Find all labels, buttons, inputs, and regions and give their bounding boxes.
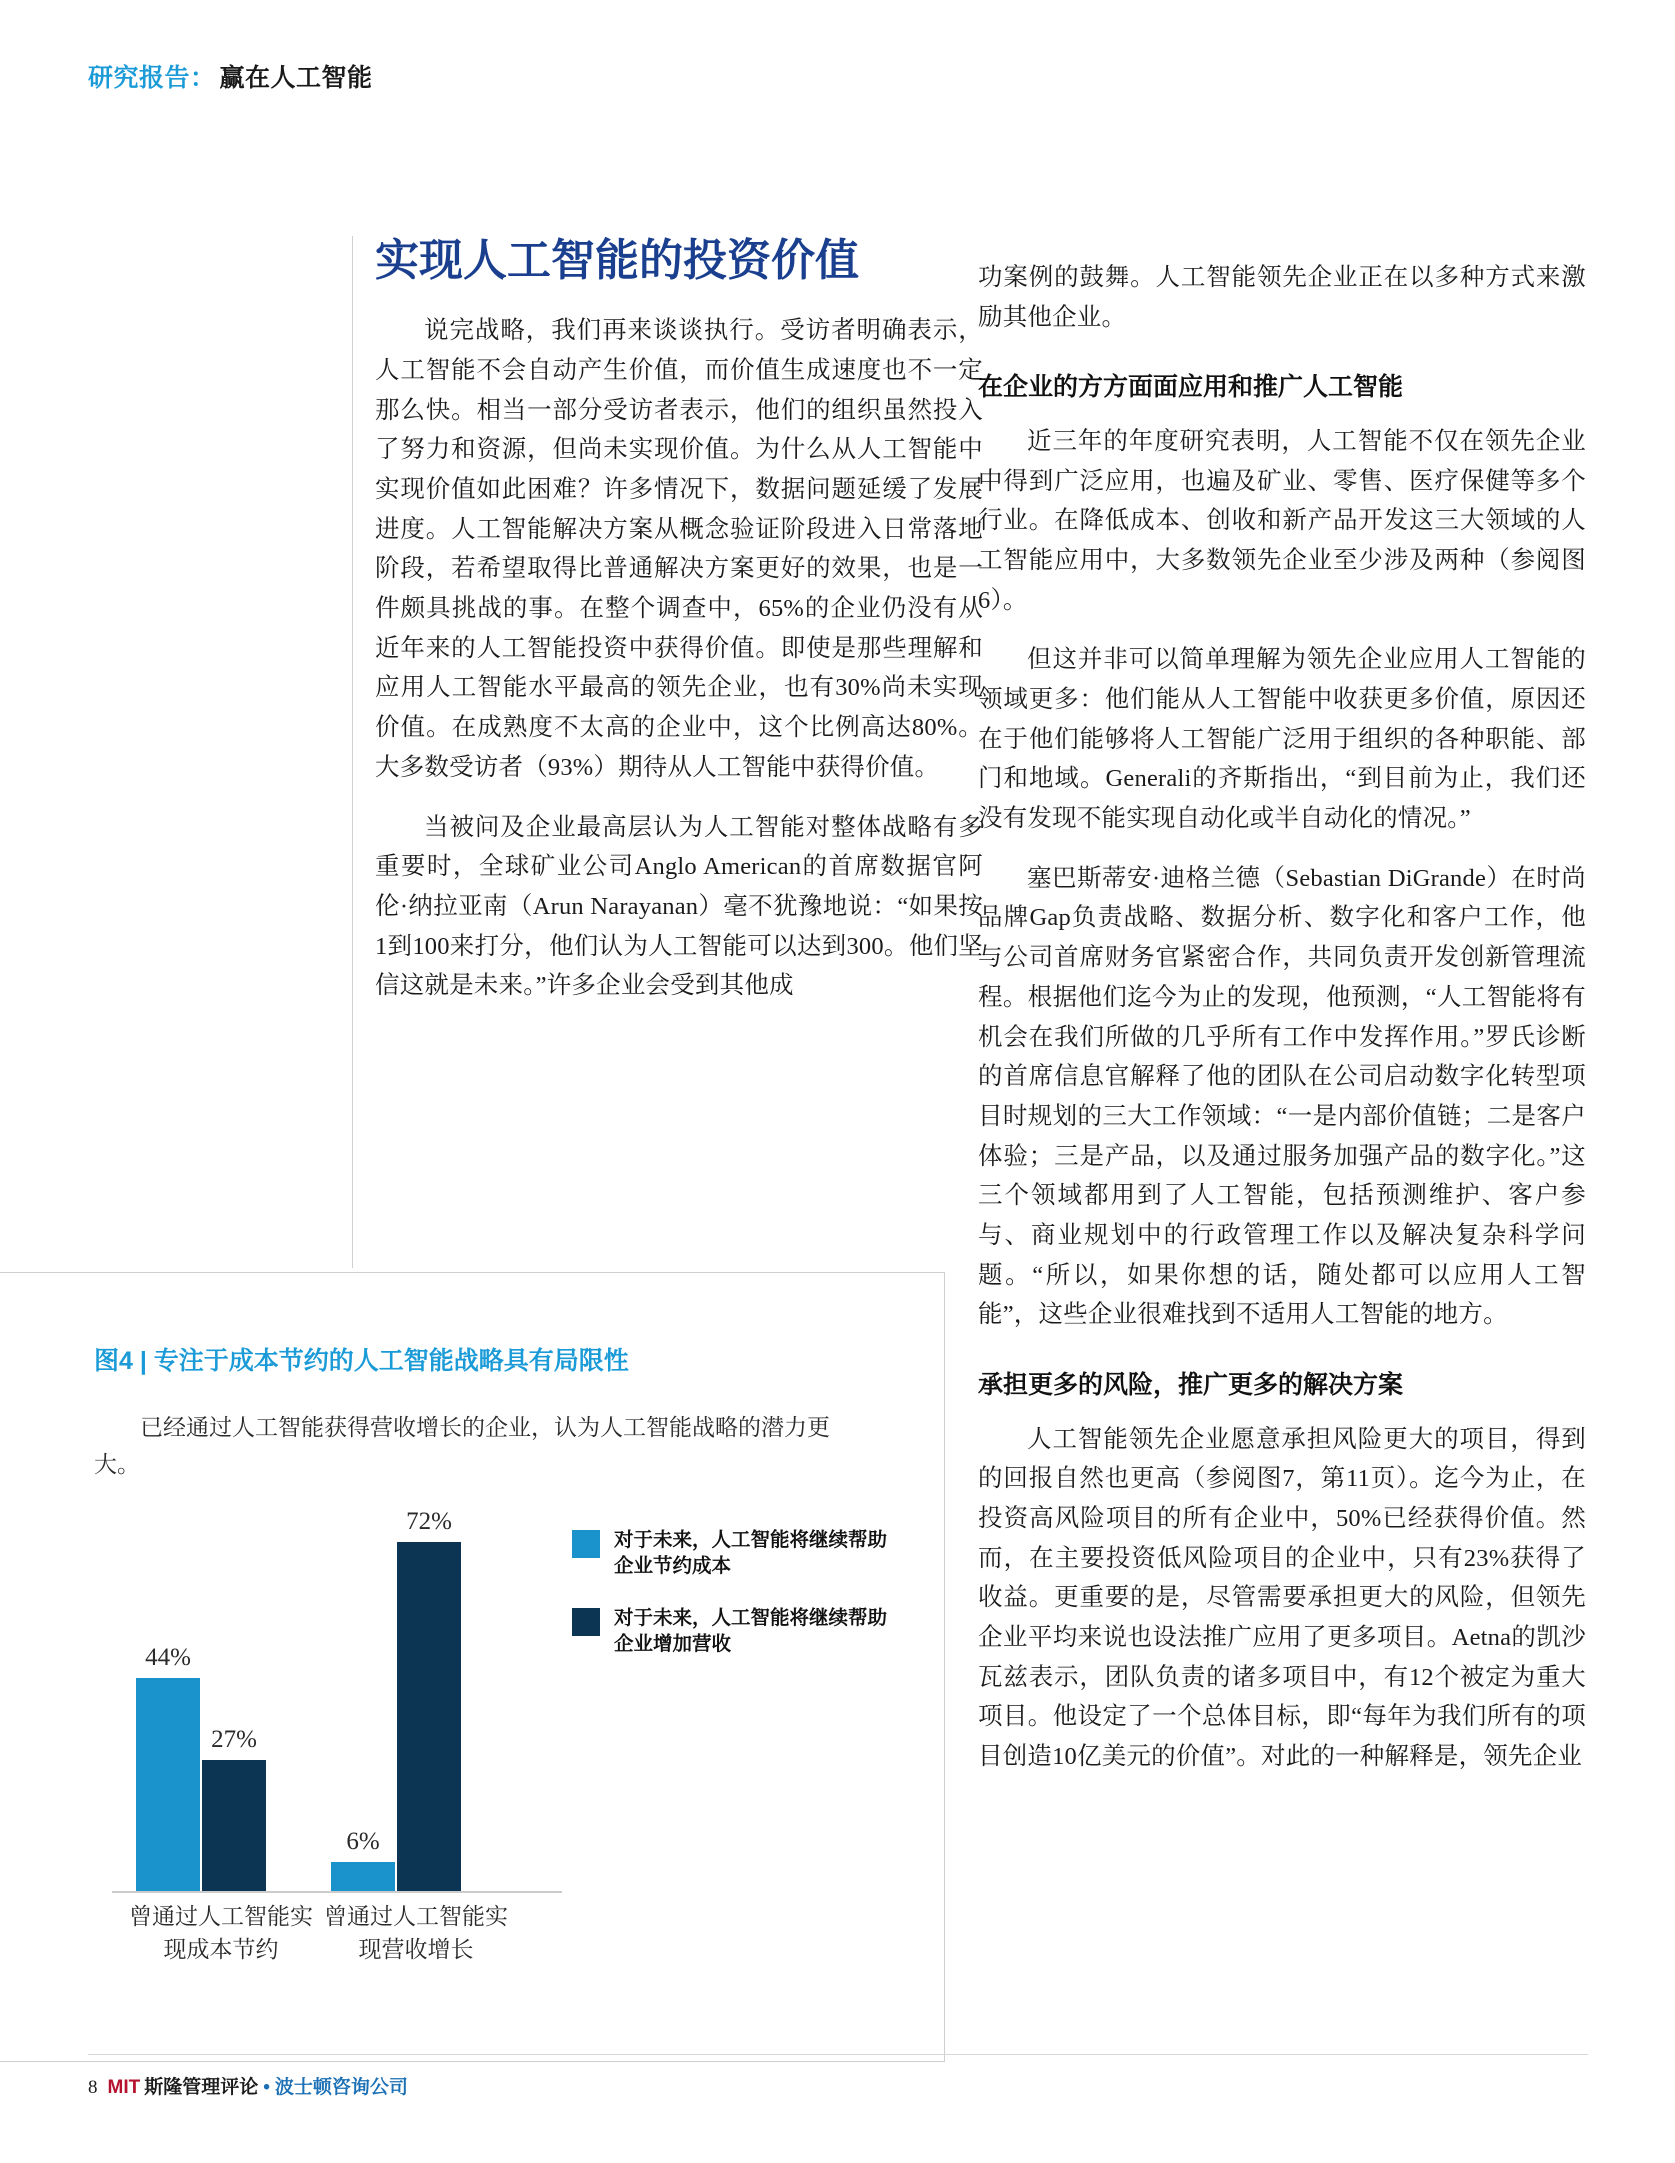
running-header-title: 赢在人工智能 bbox=[219, 64, 373, 92]
bar-group bbox=[132, 1505, 310, 1891]
chart-legend bbox=[572, 1527, 892, 1684]
footer-review-name: 斯隆管理评论 bbox=[144, 2077, 259, 2098]
left-column bbox=[375, 236, 983, 1026]
page-footer bbox=[88, 2072, 408, 2099]
paragraph: 近三年的年度研究表明，人工智能不仅在领先企业中得到广泛应用，也遍及矿业、零售、医疗保健等多个行业。在降低成本、创收和新产品开发这三大领域的人工智能应用中，大多数领先企业至少涉及两种（参阅图6）。 bbox=[978, 427, 1586, 614]
footer-separator: • bbox=[263, 2077, 270, 2098]
bar-value-label: 6% bbox=[346, 1828, 380, 1855]
bar bbox=[331, 1828, 395, 1891]
paragraph: 塞巴斯蒂安·迪格兰德（Sebastian DiGrande）在时尚品牌Gap负责战略、数据分析、数字化和客户工作，他与公司首席财务官紧密合作，共同负责开发创新管理流程。根据他们迄今为止的发现，他预测，“人工智能将有机会在我们所做的几乎所有工作中发挥作用。”罗氏诊断的首席信息官解释了他的团队在公司启动数字化转型项目时规划的三大工作领域：“一是内部价值链；二是客户体验；三是产品，以及通过服务加强产品的数字化。”这三个领域都用到了人工智能，包括预测维护、客户参与、商业规划中的行政管理工作以及解决复杂科学问题。“所以，如果你想的话，随处都可以应用人工智能”，这些企业很难找到不适用人工智能的地方。 bbox=[978, 864, 1586, 1329]
bar-value-label: 72% bbox=[406, 1508, 452, 1535]
category-label: 曾通过人工智能实现成本节约 bbox=[129, 1904, 313, 1962]
bar-chart bbox=[94, 1505, 894, 1995]
section-heading: 承担更多的风险，推广更多的解决方案 bbox=[978, 1371, 1404, 1399]
page-title: 实现人工智能的投资价值 bbox=[375, 236, 859, 285]
paragraph: 功案例的鼓舞。人工智能领先企业正在以多种方式来激励其他企业。 bbox=[978, 264, 1586, 331]
paragraph: 说完战略，我们再来谈谈执行。受访者明确表示，人工智能不会自动产生价值，而价值生成速度也不一定那么快。相当一部分受访者表示，他们的组织虽然投入了努力和资源，但尚未实现价值。为什么从人工智能中实现价值如此困难？许多情况下，数据问题延缓了发展进度。人工智能解决方案从概念验证阶段进入日常落地阶段，若希望取得比普通解决方案更好的效果，也是一件颇具挑战的事。在整个调查中，65%的企业仍没有从近年来的人工智能投资中获得价值。即使是那些理解和应用人工智能水平最高的领先企业，也有30%尚未实现价值。在成熟度不太高的企业中，这个比例高达80%。大多数受访者（93%）期待从人工智能中获得价值。 bbox=[375, 317, 983, 781]
legend-swatch-icon bbox=[572, 1530, 600, 1558]
paragraph: 当被问及企业最高层认为人工智能对整体战略有多重要时，全球矿业公司Anglo American的首席数据官阿伦·纳拉亚南（Arun Narayanan）毫不犹豫地说：“如果按1到100来打分，他们认为人工智能可以达到300。他们坚信这就是未来。”许多企业会受到其他成 bbox=[375, 813, 983, 1000]
bar bbox=[397, 1508, 461, 1891]
footer-bcg: 波士顿咨询公司 bbox=[274, 2077, 408, 2098]
bar bbox=[136, 1644, 200, 1891]
figure-4-container bbox=[0, 1272, 945, 2062]
column-divider bbox=[352, 236, 353, 1268]
page-number: 8 bbox=[88, 2077, 98, 2098]
chart-plot-area bbox=[112, 1505, 562, 1962]
figure-subtitle: 已经通过人工智能获得营收增长的企业，认为人工智能战略的潜力更大。 bbox=[94, 1415, 830, 1478]
category-label: 曾通过人工智能实现营收增长 bbox=[324, 1904, 508, 1962]
running-header-label: 研究报告： bbox=[88, 64, 216, 92]
right-column bbox=[978, 258, 1586, 1797]
legend-item bbox=[572, 1605, 892, 1657]
footer-divider bbox=[88, 2054, 1588, 2055]
legend-item bbox=[572, 1527, 892, 1579]
section-heading: 在企业的方方面面应用和推广人工智能 bbox=[978, 373, 1404, 402]
footer-mit: MIT bbox=[107, 2077, 141, 2098]
bar-value-label: 27% bbox=[211, 1726, 257, 1753]
legend-label: 对于未来，人工智能将继续帮助企业节约成本 bbox=[614, 1529, 888, 1578]
paragraph: 人工智能领先企业愿意承担风险更大的项目，得到的回报自然也更高（参阅图7，第11页）。迄今为止，在投资高风险项目的所有企业中，50%已经获得价值。然而，在主要投资低风险项目的企业中，只有23%获得了收益。更重要的是，尽管需要承担更大的风险，但领先企业平均来说也设法推广应用了更多项目。Aetna的凯沙瓦兹表示，团队负责的诸多项目中，有12个被定为重大项目。他设定了一个总体目标，即“每年为我们所有的项目创造10亿美元的价值”。对此的一种解释是，领先企业 bbox=[978, 1425, 1586, 1770]
chart-x-axis bbox=[112, 1891, 562, 1893]
running-header bbox=[88, 58, 373, 94]
bar-value-label: 44% bbox=[145, 1644, 191, 1671]
legend-label: 对于未来，人工智能将继续帮助企业增加营收 bbox=[614, 1607, 888, 1656]
bar-group bbox=[327, 1505, 505, 1891]
figure-title: 图4 | 专注于成本节约的人工智能战略具有局限性 bbox=[94, 1347, 629, 1375]
paragraph: 但这并非可以简单理解为领先企业应用人工智能的领域更多：他们能从人工智能中收获更多价值，原因还在于他们能够将人工智能广泛用于组织的各种职能、部门和地域。Generali的齐斯指出，“到目前为止，我们还没有发现不能实现自动化或半自动化的情况。” bbox=[978, 646, 1586, 833]
legend-swatch-icon bbox=[572, 1608, 600, 1636]
bar bbox=[202, 1726, 266, 1891]
